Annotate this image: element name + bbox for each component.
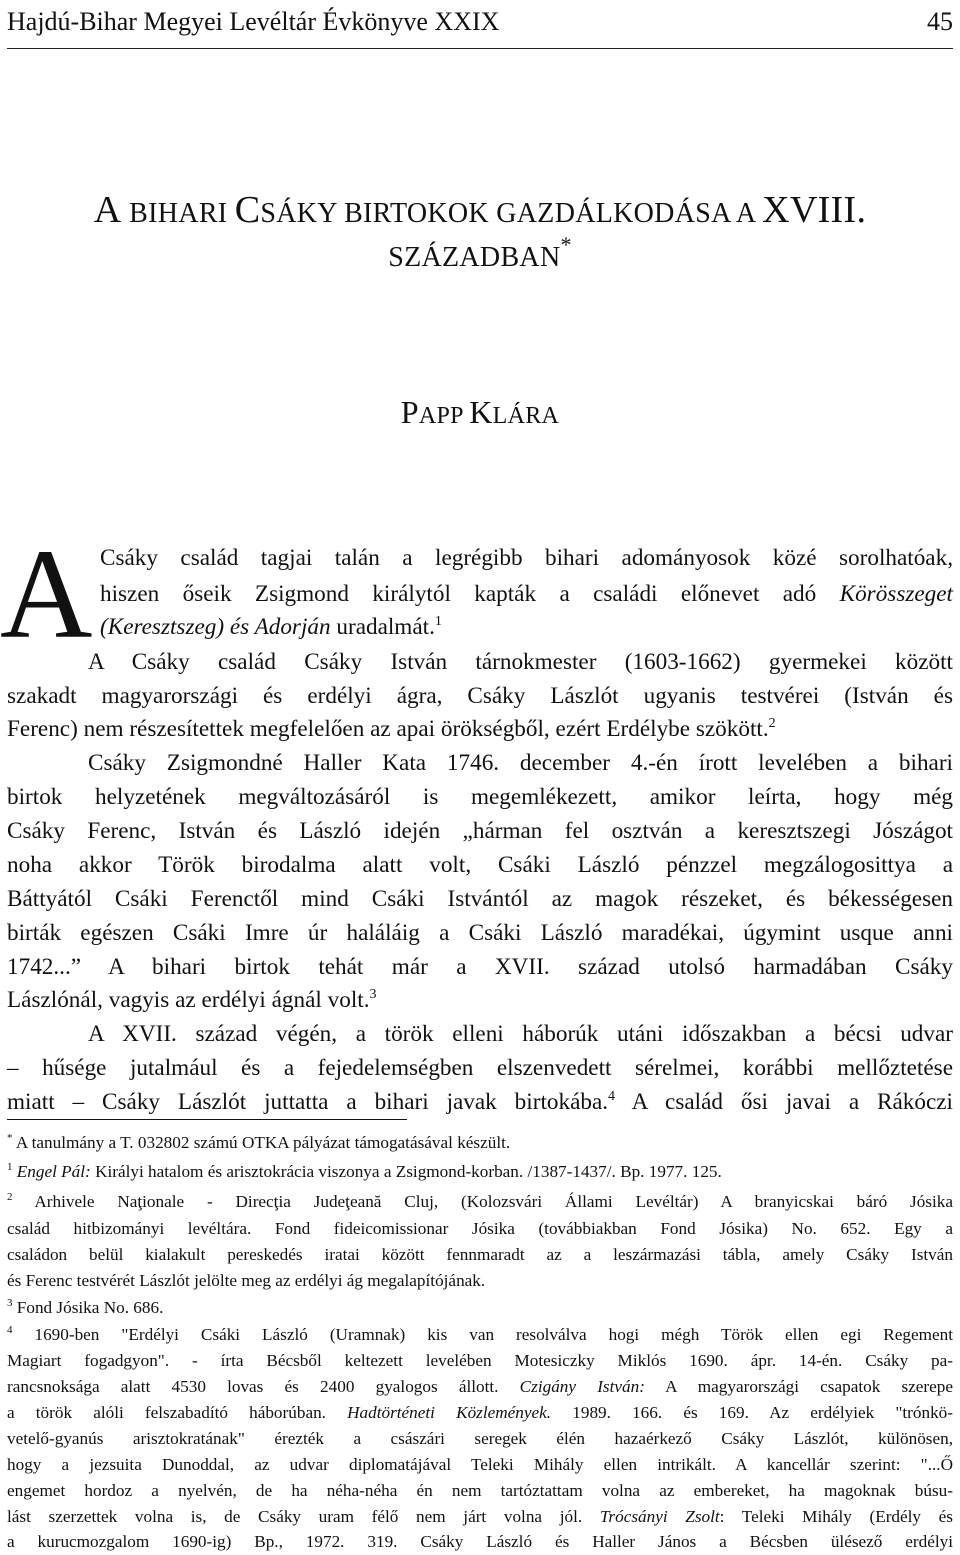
title-footnote-mark: * [560, 232, 572, 257]
body-text-run: uradalmát. [330, 614, 435, 640]
footnote-line: a kurucmozgalom 1690-ig) Bp., 1972. 319. Csáky László és Haller János a Bécsben ülésező erdélyi [7, 1532, 953, 1551]
footnote-line [7, 1375, 953, 1399]
footnote-line: család hitbizományi levéltára. Fond fideicomissionar Jósika (továbbiakban Fond Jósika) No. 652. Egy a [7, 1219, 953, 1238]
running-header [7, 4, 953, 49]
footnote-line: és Ferenc testvérét Lászlót jelölte meg az erdélyi ág megalapítójának. [7, 1271, 486, 1290]
body-text-run: hiszen őseik Zsigmond királytól kapták a családi előnevet adó [100, 581, 840, 607]
title-part: C [234, 189, 261, 231]
title-part: BIHARI [129, 198, 235, 229]
place-name: Körösszeget [839, 581, 953, 607]
body-line [7, 714, 953, 744]
footnote-text: A magyarországi csapatok szerepe [644, 1377, 953, 1396]
footnote-line: hogy a jezsuita Dunoddal, az udvar diplomatájával Teleki Mihály ellen intrikált. A kancellár szerint: "...Ő [7, 1455, 953, 1474]
title-part: A [93, 189, 130, 231]
body-line [7, 1087, 953, 1117]
drop-cap: A [0, 523, 93, 665]
footnote-line: Magiart fogadgyon". - írta Bécsből keltezett levelében Motesiczky Miklós 1690. ápr. 14-én. Csáky pa- [7, 1351, 953, 1370]
footnote-mark: 3 [7, 1297, 13, 1309]
body-text-run: A család ősi javai a Rákóczi [615, 1089, 953, 1115]
page-number: 45 [927, 7, 953, 36]
body-line: 1742...” A bihari birtok tehát már a XVII. század utolsó harmadában Csáky [7, 954, 953, 980]
body-line: A Csáky család Csáky István tárnokmester (1603-1662) gyermekei között [88, 649, 953, 675]
body-line [7, 612, 953, 642]
body-text-run: miatt – Csáky Lászlót juttatta a bihari javak birtokába. [7, 1089, 609, 1115]
body-line: Csáky család tagjai talán a legrégibb bihari adományosok közé sorolhatóak, [100, 545, 953, 571]
footnote-line [7, 1401, 953, 1425]
author-name: Engel Pál: [12, 1162, 91, 1181]
footnote-text: Arhivele Naţionale - Direcţia Judeţeană Cluj, (Kolozsvári Állami Levéltár) A branyicskai báró Jósika [12, 1192, 953, 1211]
footnote-line: engemet hordoz a nyelvén, de ha néha-néha én nem tartóztattam volna az embereket, ha magoknak búsu- [7, 1481, 953, 1500]
footnote-separator [7, 1119, 407, 1120]
article-author [0, 388, 960, 440]
footnote [7, 1296, 953, 1320]
footnote [7, 1190, 953, 1214]
footnote-mark: * [7, 1132, 13, 1144]
journal-title: Hajdú-Bihar Megyei Levéltár Évkönyve XXIX [7, 7, 500, 36]
footnote-text: lást szerzettek volna is, de Csáky uram félő nem járt volna jól. [7, 1507, 600, 1526]
body-line [7, 985, 953, 1015]
body-line: birták egészen Csáki Imre úr haláláig a Csáki László maradékai, úgymint usque anni [7, 920, 953, 946]
footnote-text: Királyi hatalom és arisztokrácia viszonya a Zsigmond-korban. /1387-1437/. Bp. 1977. 125. [90, 1162, 722, 1181]
body-line: Csáky Zsigmondné Haller Kata 1746. december 4.-én írott levelében a bihari [88, 750, 953, 776]
footnote-text: : Teleki Mihály (Erdély és [719, 1507, 953, 1526]
footnote-mark: 4 [7, 1324, 13, 1336]
footnote-text: rancsnoksága alatt 4530 lovas és 2400 gyalogos állott. [7, 1377, 520, 1396]
footnote-line [7, 1505, 953, 1529]
body-text-run: Ferenc) nem részesítettek megfelelően az apai örökségből, ezért Erdélybe szökött. [7, 716, 769, 742]
footnote-text: A tanulmány a T. 032802 számú OTKA pályázat támogatásával készült. [12, 1133, 511, 1152]
author-part: APP [418, 403, 470, 429]
body-text-run: Lászlónál, vagyis az erdélyi ágnál volt. [7, 987, 370, 1013]
body-line: – hűsége jutalmául és a fejedelemségben elszenvedett sérelmei, korábbi mellőztetése [7, 1055, 953, 1081]
title-part: XVIII. [762, 189, 867, 231]
footnote-text: 1690-ben "Erdélyi Csáki László (Uramnak) kis van resolválva hogi mégh Török ellen egi Regement [12, 1325, 953, 1344]
author-name: Czigány István: [519, 1377, 645, 1396]
author-part: LÁRA [492, 403, 560, 429]
body-line [7, 579, 953, 609]
footnote-ref: 4 [608, 1089, 616, 1104]
title-part: SZÁZADBAN [388, 242, 561, 273]
body-line: birtok helyzetének megváltozásáról is megemlékezett, amikor leírta, hogy még [7, 784, 953, 810]
footnote-line: családon belül kialakult pereskedés iratai között fennmaradt az a leszármazási tábla, amely Csáky István [7, 1245, 953, 1264]
footnote-mark: 1 [7, 1161, 13, 1173]
body-line: szakadt magyarországi és erdélyi ágra, Csáky Lászlót ugyanis testvérei (István és [7, 683, 953, 709]
footnote-ref: 1 [434, 614, 442, 629]
footnote [7, 1131, 953, 1155]
footnote [7, 1323, 953, 1347]
author-name: Trócsányi Zsolt [599, 1507, 720, 1526]
body-line: Csáky Ferenc, István és László idején „hárman fel osztván a keresztszegi Jószágot [7, 818, 953, 844]
body-line: Báttyától Csáki Ferenctől mind Csáki Istvántól az magok részeket, és békességesen [7, 886, 953, 912]
footnote-ref: 3 [369, 987, 377, 1002]
author-part: K [469, 394, 493, 430]
place-name: (Keresztszeg) és Adorján [100, 614, 331, 640]
footnote-mark: 2 [7, 1191, 13, 1203]
footnote-line: vetelő-gyanús arisztokratának" érezték a császári seregek élén hazaérkező Csáky Lászlót, különösen, [7, 1429, 953, 1448]
footnote-text: Fond Jósika No. 686. [12, 1298, 164, 1317]
footnote-text: 1989. 166. és 169. Az erdélyiek "trónkö- [551, 1403, 953, 1422]
journal-name: Hadtörténeti Közlemények. [347, 1403, 552, 1422]
footnote-text: a török alóli felszabadító háborúban. [7, 1403, 348, 1422]
footnote-ref: 2 [768, 716, 776, 731]
title-part: SÁKY BIRTOKOK GAZDÁLKODÁSA A [260, 198, 763, 229]
footnote [7, 1160, 953, 1184]
author-part: P [400, 394, 419, 430]
body-line: noha akkor Török birodalma alatt volt, Csáki László pénzzel megzálogosittya a [7, 852, 953, 878]
body-line: A XVII. század végén, a török elleni háborúk utáni időszakban a bécsi udvar [88, 1021, 953, 1047]
article-title-line-2 [0, 232, 960, 280]
